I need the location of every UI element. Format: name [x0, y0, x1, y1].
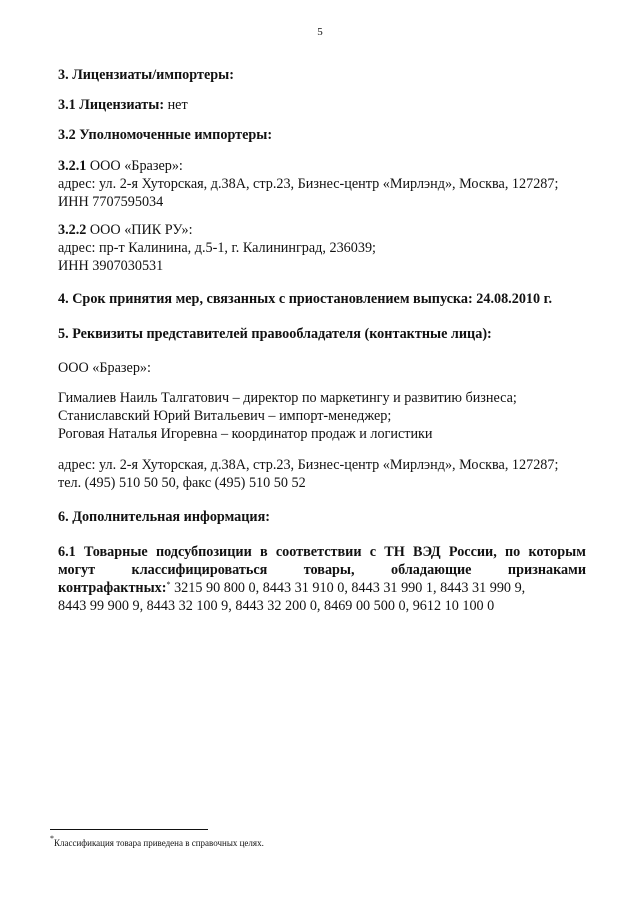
section-6-heading: 6. Дополнительная информация:	[58, 509, 270, 525]
section-3-2-heading: 3.2 Уполномоченные импортеры:	[58, 127, 273, 143]
section-6-1-paragraph	[58, 543, 586, 615]
representative-phone: тел. (495) 510 50 50, факс (495) 510 50 52	[58, 475, 306, 491]
contact-item: Гималиев Наиль Талгатович – директор по маркетингу и развитию бизнеса;	[58, 390, 517, 406]
importer-1-inn: ИНН 7707595034	[58, 194, 164, 210]
importer-2-address: адрес: пр-т Калинина, д.5-1, г. Калининград, 236039;	[58, 240, 376, 256]
contact-item: Станиславский Юрий Витальевич – импорт-менеджер;	[58, 408, 392, 424]
footnote-mark: *	[50, 834, 54, 843]
section-3-1-label: 3.1 Лицензиаты:	[58, 97, 165, 113]
representative-contacts	[58, 456, 586, 492]
section-3-heading: 3. Лицензиаты/импортеры:	[58, 67, 234, 83]
section-6-1-line-2: могут классифицироваться товары, обладающие признаками	[58, 562, 586, 578]
footnote-divider	[50, 829, 208, 830]
contrafact-label: контрафактных:	[58, 580, 167, 596]
importer-1	[58, 157, 586, 211]
section-6-1-line-3	[58, 579, 586, 597]
importer-2-name: ООО «ПИК РУ»:	[86, 222, 193, 238]
footnote	[50, 834, 264, 849]
section-3-1	[58, 96, 586, 114]
tnved-codes-part-1: 3215 90 800 0, 8443 31 910 0, 8443 31 990 1, 8443 31 990 9,	[170, 580, 526, 596]
importer-1-name: ООО «Бразер»:	[86, 158, 183, 174]
section-6-1-line-1: 6.1 Товарные подсубпозиции в соответствии с ТН ВЭД России, по которым	[58, 544, 586, 560]
importer-2-label: 3.2.2	[58, 222, 87, 238]
footnote-reference: *	[166, 580, 171, 589]
importer-2-inn: ИНН 3907030531	[58, 258, 164, 274]
contact-list	[58, 389, 586, 443]
section-3-1-value: нет	[164, 97, 188, 113]
importer-1-label: 3.2.1	[58, 158, 87, 174]
importer-1-address: адрес: ул. 2-я Хуторская, д.38А, стр.23, Бизнес-центр «Мирлэнд», Москва, 127287;	[58, 176, 559, 192]
tnved-codes-part-2: 8443 99 900 9, 8443 32 100 9, 8443 32 200 0, 8469 00 500 0, 9612 10 100 0	[58, 598, 495, 614]
page-number: 5	[317, 26, 323, 38]
footnote-text: Классификация товара приведена в справочных целях.	[54, 838, 264, 848]
importer-2	[58, 221, 586, 275]
contact-item: Роговая Наталья Игоревна – координатор продаж и логистики	[58, 426, 433, 442]
representative-company: ООО «Бразер»:	[58, 360, 151, 376]
section-5-heading: 5. Реквизиты представителей правообладателя (контактные лица):	[58, 326, 492, 342]
representative-address: адрес: ул. 2-я Хуторская, д.38А, стр.23, Бизнес-центр «Мирлэнд», Москва, 127287;	[58, 457, 559, 473]
section-4-heading: 4. Срок принятия мер, связанных с приостановлением выпуска: 24.08.2010 г.	[58, 291, 553, 307]
